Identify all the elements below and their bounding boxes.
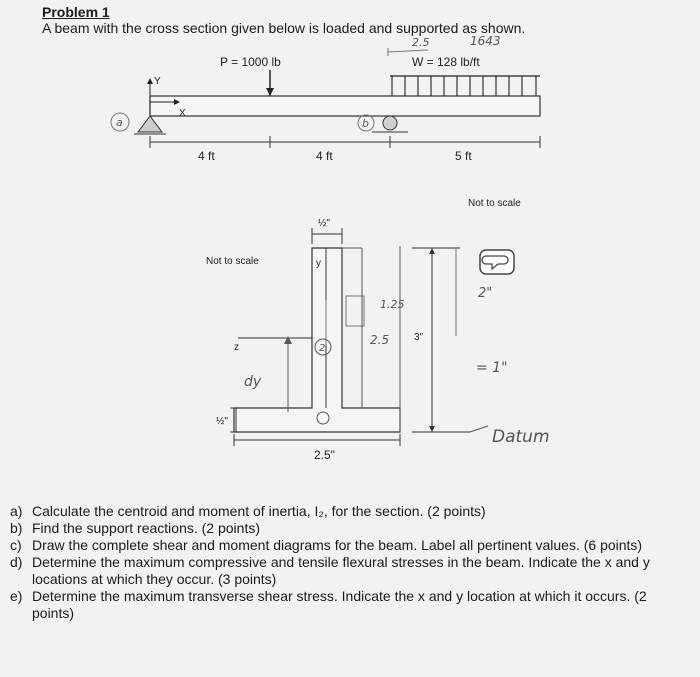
beam-not-to-scale: Not to scale [468,198,521,209]
cross-section [206,218,550,462]
hand-eq-1in: = 1" [476,360,508,376]
bottom-thickness-label: ½" [216,416,228,427]
question-letter: a) [10,503,23,519]
question-e [10,588,690,622]
top-width-label: ½" [318,218,330,229]
y-axis-arrow [147,78,153,84]
hand-dy: dy [244,374,262,390]
bottom-width-label: 2.5" [314,448,335,462]
question-d [10,554,690,588]
beam-diagram [111,34,540,209]
question-text: Find the support reactions. (2 points) [32,520,261,536]
distributed-load [390,76,540,96]
hand-125: 1.25 [380,298,405,311]
hand-2in: 2" [478,286,493,301]
height-label: 3" [414,332,424,343]
distributed-load-label: W = 128 lb/ft [412,55,480,69]
dimension-3: 5 ft [455,149,472,163]
section-z-label: z [234,342,239,353]
question-text: Calculate the centroid and moment of inertia, I₂, for the section. (2 points) [32,503,486,519]
question-text: Draw the complete shear and moment diagrams for the beam. Label all pertinent values. (6 points) [32,537,643,553]
hand-25: 2.5 [370,333,390,347]
hand-note-top2: 1643 [470,34,501,48]
dimension-2: 4 ft [316,149,333,163]
hand-circle-label: 2 [319,343,326,354]
question-letter: d) [10,554,23,570]
question-c [10,537,690,554]
hand-datum: Datum [492,427,550,447]
support-b-label: b [362,117,369,130]
question-letter: b) [10,520,23,536]
question-letter: c) [10,537,22,553]
point-load-arrowhead [266,88,274,96]
dimension-1: 4 ft [198,149,215,163]
y-axis-label: Y [154,76,161,87]
question-a [10,503,690,520]
section-y-label: y [316,258,321,269]
comment-icon[interactable] [480,250,514,274]
point-load-label: P = 1000 lb [220,55,281,69]
question-text: Determine the maximum transverse shear stress. Indicate the x and y location at which it occurs. (2 points) [32,588,647,621]
dimension-line [150,136,540,148]
support-a-label: a [116,116,123,129]
question-text: Determine the maximum compressive and tensile flexural stresses in the beam. Indicate the x and y locations at which they occur. (3 points) [32,554,650,587]
roller-support [383,116,397,130]
pin-support [138,116,162,132]
problem-title: Problem 1 [42,4,110,20]
question-list [10,503,690,622]
beam-body [150,96,540,116]
problem-intro: A beam with the cross section given below is loaded and supported as shown. [42,20,526,36]
question-letter: e) [10,588,23,604]
section-not-to-scale: Not to scale [206,256,259,267]
question-b [10,520,690,537]
x-axis-label: X [179,108,186,119]
hand-note-top: 2.5 [412,36,430,49]
